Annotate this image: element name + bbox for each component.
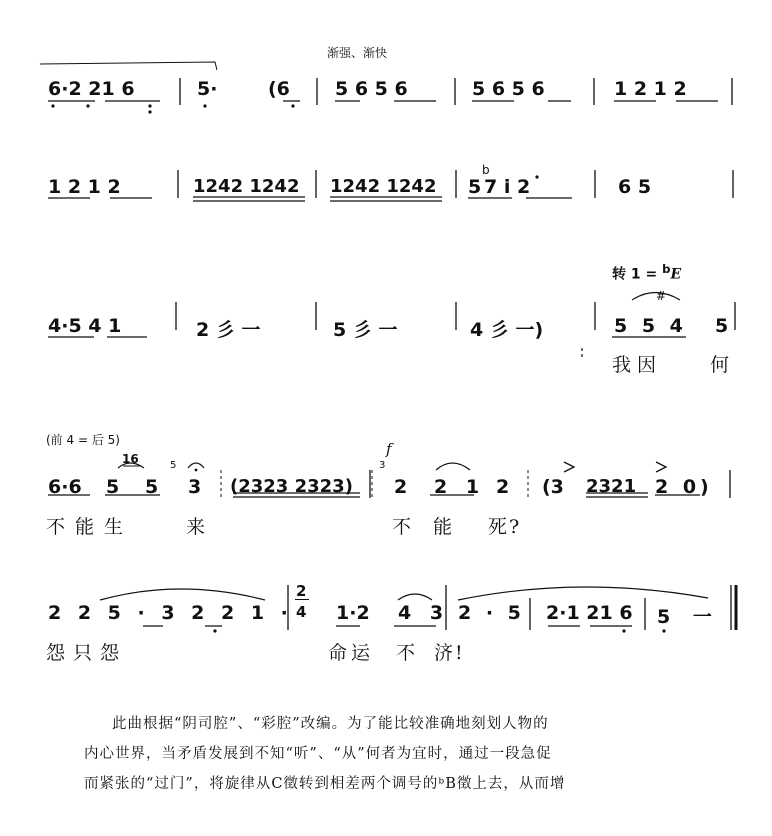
grace-3: 3	[379, 460, 386, 471]
line4-measure1c: 5	[145, 476, 159, 498]
lyric-line4b: 来	[186, 516, 208, 538]
line2-measure4a: 5	[468, 176, 482, 198]
lyric-line4a: 不能生	[46, 516, 134, 538]
line1-measure2b: (6	[268, 78, 290, 100]
line3-measure4: 4 彡 一)	[470, 319, 544, 341]
lyric-line5d: 济!	[434, 642, 465, 664]
line3-measure5b: 5	[715, 315, 729, 337]
tempo-marking: 渐强、渐快	[327, 46, 388, 60]
line4-measure4c: 2 0)	[655, 476, 713, 498]
key-change-label: 转 1 =	[612, 266, 663, 283]
line4-measure2: (2323 2323)	[230, 476, 353, 497]
line2-measure3: 1242 1242	[330, 176, 437, 197]
key-letter: E	[670, 266, 682, 283]
lyric-line3a: 我因	[612, 354, 663, 376]
lyric-line5b: 命运	[328, 642, 375, 664]
line2-measure1: 1 2 1 2	[48, 176, 121, 198]
line5-measure2: 1·2	[336, 602, 370, 624]
time-sig-line	[295, 599, 309, 600]
line2-measure5: 6 5	[618, 176, 652, 198]
line4-measure3c: 2	[496, 476, 510, 498]
line1-measure1: 6·2 21 6	[48, 78, 135, 100]
lyric-line5a: 怨只怨	[46, 642, 128, 664]
line1-measure3: 5 6 5 6	[335, 78, 408, 100]
line4-measure1b: 5	[106, 476, 120, 498]
line1-measure4: 5 6 5 6	[472, 78, 545, 100]
flat-sign: b	[482, 163, 490, 177]
time-sig-top: 2	[296, 582, 307, 600]
line5-measure1: 2 2 5 · 3 2 2 1 ·	[48, 602, 293, 624]
key-change	[612, 262, 681, 284]
line5-measure4: 2·1 21 6	[546, 602, 633, 624]
line1-measure5: 1 2 1 2	[614, 78, 687, 100]
line4-measure1d: 3	[188, 476, 202, 498]
line4-measure1: 6·6	[48, 476, 82, 498]
mode-note: (前 4 = 后 5)	[46, 433, 120, 447]
line4-measure3b: 2 1	[434, 476, 486, 498]
line4-measure4b: 2321	[586, 476, 637, 497]
lyric-line4c: 不能	[392, 516, 475, 538]
lyric-line5c: 不	[396, 642, 418, 664]
lyric-line4d: 死?	[488, 516, 522, 538]
forte-mark: f	[386, 440, 392, 458]
line1-measure2: 5·	[197, 78, 218, 100]
line3-measure5: 5 5 4	[614, 315, 687, 337]
line3-measure2: 2 彡 一	[196, 319, 261, 341]
line4-measure3: 2	[394, 476, 408, 498]
line2-measure4b: 7 i 2	[484, 176, 531, 198]
line3-measure1: 4·5 4 1	[48, 315, 122, 337]
paragraph-line-1: 此曲根据“阴司腔”、“彩腔”改编。为了能比较准确地刻划人物的	[112, 716, 549, 732]
paragraph-line-3: 而紧张的“过门”，将旋律从C徵转到相差两个调号的ᵇB徵上去，从而增	[84, 776, 566, 792]
line4-measure4: (3	[542, 476, 564, 498]
grace-5: 5	[170, 460, 177, 471]
line5-measure2b: 4 3	[398, 602, 450, 624]
line5-measure3: 2 · 5	[458, 602, 525, 624]
key-flat: b	[662, 262, 671, 276]
time-sig-bottom: 4	[296, 603, 307, 621]
sharp-sign: #	[656, 289, 667, 303]
line5-measure5: 5 一	[657, 606, 720, 628]
paragraph-line-2: 内心世界，当矛盾发展到不知“听”、“从”何者为宜时，通过一段急促	[84, 746, 552, 762]
line3-measure3: 5 彡 一	[333, 319, 398, 341]
lyric-line3b: 何	[710, 354, 732, 376]
line2-measure2: 1242 1242	[193, 176, 300, 197]
grace-notes: 16	[122, 452, 139, 466]
